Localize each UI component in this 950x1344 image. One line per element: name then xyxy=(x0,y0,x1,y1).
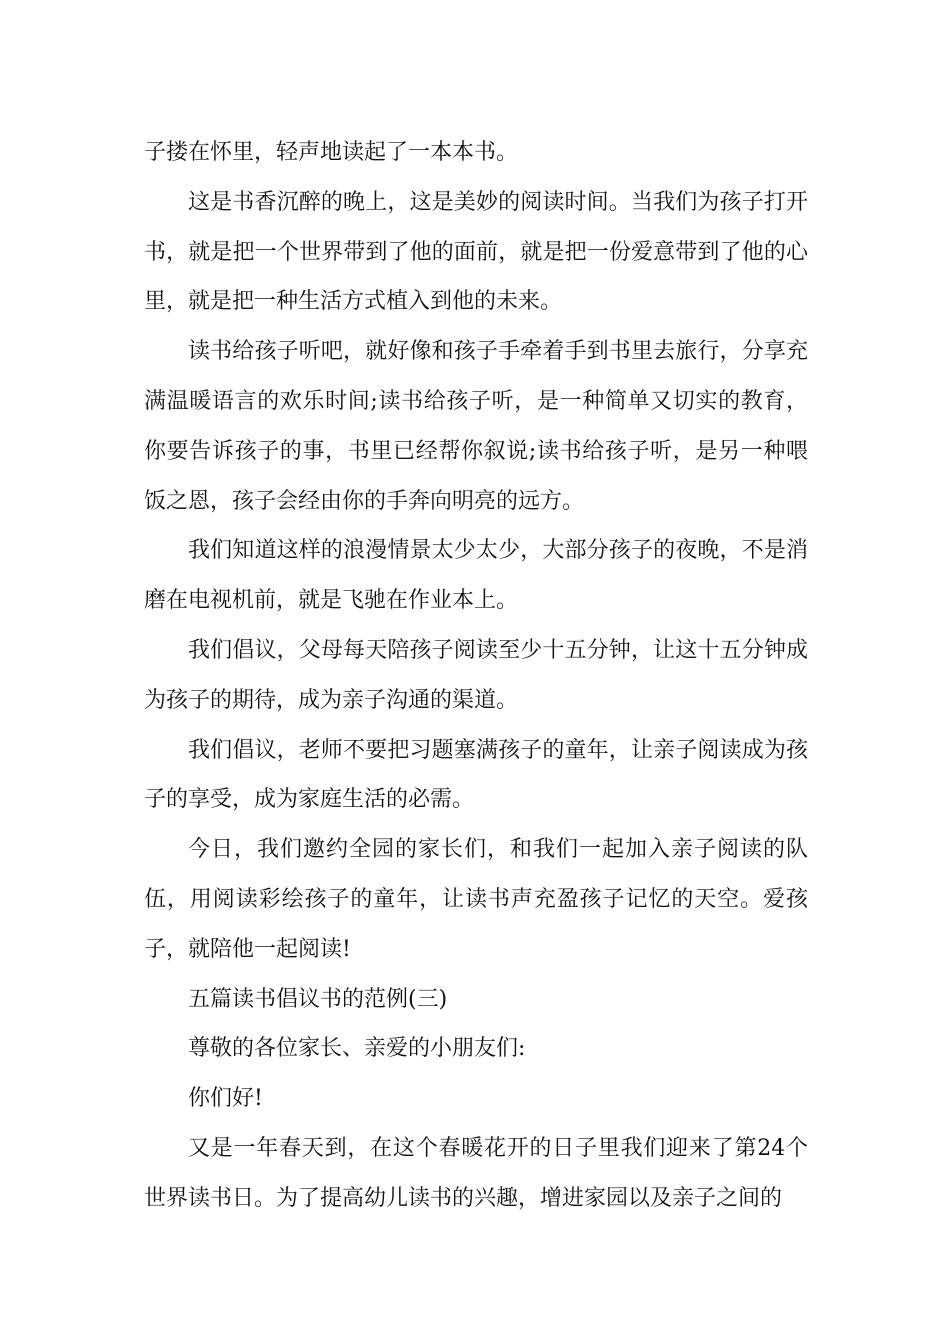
paragraph-7: 今日，我们邀约全园的家长们，和我们一起加入亲子阅读的队伍，用阅读彩绘孩子的童年，让读书声充盈孩子记忆的天空。爱孩子，就陪他一起阅读! xyxy=(144,837,808,962)
paragraph-6: 我们倡议，老师不要把习题塞满孩子的童年，让亲子阅读成为孩子的享受，成为家庭生活的必需。 xyxy=(144,737,808,813)
salutation: 尊敬的各位家长、亲爱的小朋友们: xyxy=(188,1036,526,1062)
paragraph-1: 子搂在怀里，轻声地读起了一本本书。 xyxy=(144,140,519,165)
paragraph-4: 我们知道这样的浪漫情景太少太少，大部分孩子的夜晚，不是消磨在电视机前，就是飞驰在作业本上。 xyxy=(144,538,808,614)
greeting: 你们好! xyxy=(188,1086,263,1112)
paragraph-5: 我们倡议，父母每天陪孩子阅读至少十五分钟，让这十五分钟成为孩子的期待，成为亲子沟通的渠道。 xyxy=(144,637,808,713)
paragraph-3: 读书给孩子听吧，就好像和孩子手牵着手到书里去旅行，分享充满温暖语言的欢乐时间;读书给孩子听，是一种简单又切实的教育，你要告诉孩子的事，书里已经帮你叙说;读书给孩子听，是另一种喂饭之恩，孩子会经由你的手奔向明亮的远方。 xyxy=(144,339,808,514)
paragraph-11: 又是一年春天到，在这个春暖花开的日子里我们迎来了第24个世界读书日。为了提高幼儿读书的兴趣，增进家园以及亲子之间的 xyxy=(144,1135,808,1211)
document-body xyxy=(144,128,808,1224)
paragraph-2: 这是书香沉醉的晚上，这是美妙的阅读时间。当我们为孩子打开书，就是把一个世界带到了他的面前，就是把一份爱意带到了他的心里，就是把一种生活方式植入到他的未来。 xyxy=(144,189,808,315)
section-heading: 五篇读书倡议书的范例(三) xyxy=(188,986,448,1012)
